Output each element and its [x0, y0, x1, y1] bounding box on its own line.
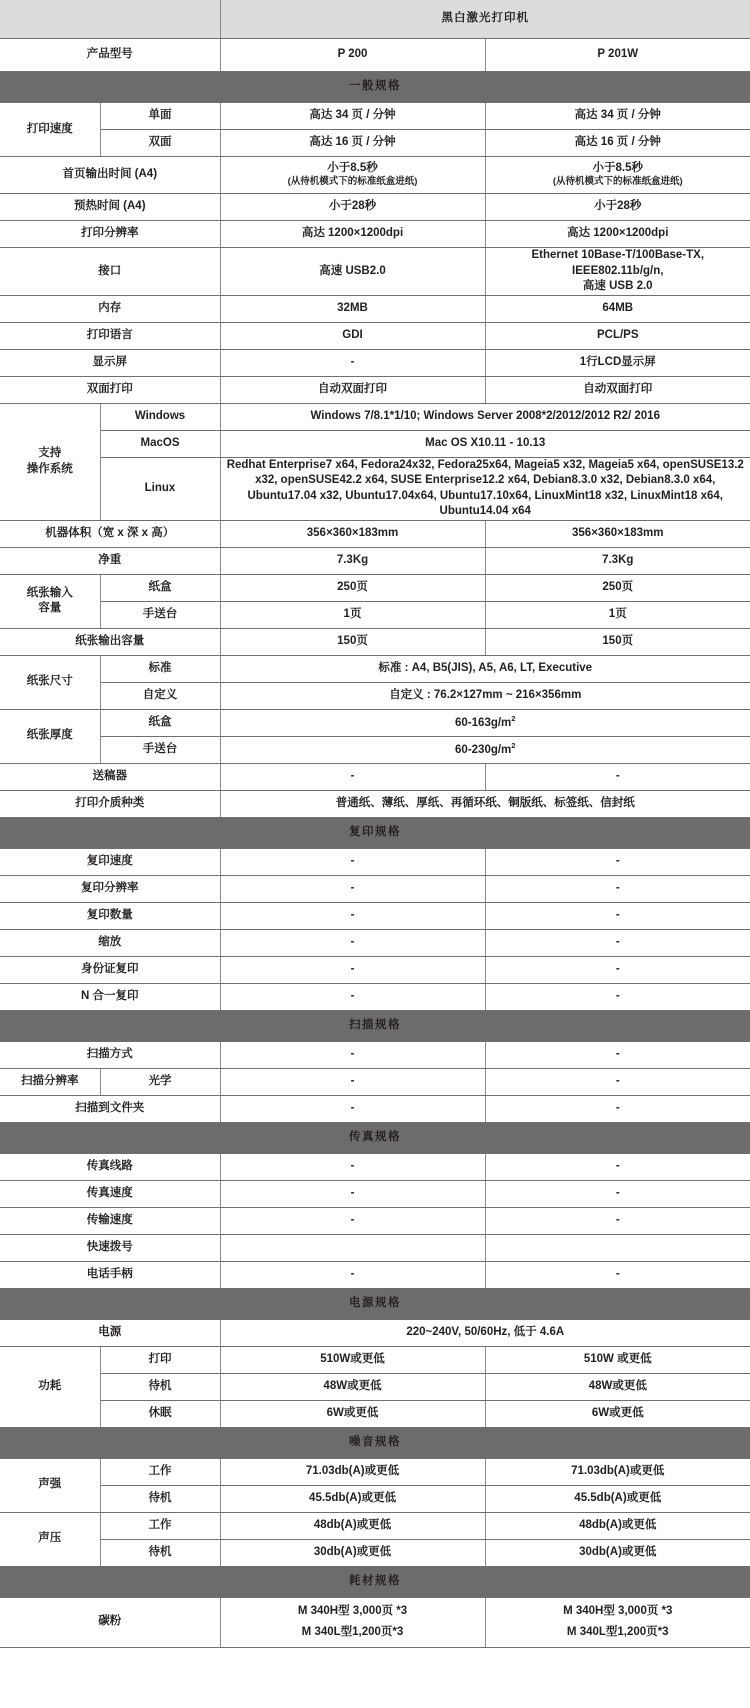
row-fax-speed-dial — [0, 1234, 750, 1261]
sub-duplex: 双面 — [100, 130, 220, 157]
row-os-windows — [0, 403, 750, 430]
row-pdl — [0, 322, 750, 349]
label-copy-resolution: 复印分辨率 — [0, 875, 220, 902]
sub-power-sleep: 休眠 — [100, 1400, 220, 1427]
value-paper-output-a: 150页 — [220, 628, 485, 655]
value-copy-speed-a: - — [220, 848, 485, 875]
row-noise-power-working — [0, 1458, 750, 1485]
value-paper-size-standard: 标准 : A4, B5(JIS), A5, A6, LT, Executive — [220, 655, 750, 682]
value-sound-pressure-standby-a: 30db(A)或更低 — [220, 1539, 485, 1566]
label-display: 显示屏 — [0, 349, 220, 376]
row-paper-input-tray — [0, 574, 750, 601]
label-fax-transfer: 传输速度 — [0, 1207, 220, 1234]
row-power-standby — [0, 1373, 750, 1400]
row-noise-power-standby — [0, 1485, 750, 1512]
value-fax-speed-a: - — [220, 1180, 485, 1207]
value-sound-power-working-b: 71.03db(A)或更低 — [485, 1458, 750, 1485]
label-copy-quantity: 复印数量 — [0, 902, 220, 929]
sub-paper-input-tray: 纸盒 — [100, 574, 220, 601]
value-paper-size-custom: 自定义 : 76.2×127mm ~ 216×356mm — [220, 682, 750, 709]
toner-a-line1: M 340H型 3,000页 *3 — [297, 1604, 408, 1617]
row-copy-resolution — [0, 875, 750, 902]
value-memory-b: 64MB — [485, 295, 750, 322]
sub-paper-size-standard: 标准 — [100, 655, 220, 682]
label-warmup: 预热时间 (A4) — [0, 194, 220, 221]
sub-paper-size-custom: 自定义 — [100, 682, 220, 709]
value-copy-speed-b: - — [485, 848, 750, 875]
toner-b-line2: M 340L型1,200页*3 — [566, 1626, 669, 1639]
value-pdl-a: GDI — [220, 322, 485, 349]
value-power-source: 220~240V, 50/60Hz, 低于 4.6A — [220, 1319, 750, 1346]
row-toner — [0, 1597, 750, 1647]
value-display-b: 1行LCD显示屏 — [485, 349, 750, 376]
label-sound-power: 声强 — [0, 1458, 100, 1512]
value-display-a: - — [220, 349, 485, 376]
sub-sound-power-standby: 待机 — [100, 1485, 220, 1512]
value-paper-weight-tray — [220, 709, 750, 736]
sub-os-linux: Linux — [100, 457, 220, 520]
sub-paper-input-manual: 手送台 — [100, 601, 220, 628]
value-copy-id-card-a: - — [220, 956, 485, 983]
sub-paper-weight-manual: 手送台 — [100, 736, 220, 763]
value-sound-pressure-standby-b: 30db(A)或更低 — [485, 1539, 750, 1566]
value-power-standby-a: 48W或更低 — [220, 1373, 485, 1400]
label-print-speed: 打印速度 — [0, 103, 100, 157]
row-copy-n-in-one — [0, 983, 750, 1010]
value-fax-handset-b: - — [485, 1261, 750, 1288]
row-adf — [0, 763, 750, 790]
section-consumable — [0, 1566, 750, 1597]
value-sound-power-standby-b: 45.5db(A)或更低 — [485, 1485, 750, 1512]
section-scan-title: 扫描规格 — [0, 1010, 750, 1041]
label-resolution: 打印分辨率 — [0, 221, 220, 248]
value-duplex-print-b: 自动双面打印 — [485, 376, 750, 403]
row-weight — [0, 547, 750, 574]
row-memory — [0, 295, 750, 322]
section-consumable-title: 耗材规格 — [0, 1566, 750, 1597]
row-print-speed-duplex — [0, 130, 750, 157]
value-weight-a: 7.3Kg — [220, 547, 485, 574]
value-sound-power-standby-a: 45.5db(A)或更低 — [220, 1485, 485, 1512]
row-paper-weight-manual — [0, 736, 750, 763]
value-warmup-b: 小于28秒 — [485, 194, 750, 221]
row-power-sleep — [0, 1400, 750, 1427]
value-simplex-a: 高达 34 页 / 分钟 — [220, 103, 485, 130]
label-sound-pressure: 声压 — [0, 1512, 100, 1566]
model-header-row — [0, 39, 750, 72]
label-copy-zoom: 缩放 — [0, 929, 220, 956]
value-copy-resolution-a: - — [220, 875, 485, 902]
row-power-source — [0, 1319, 750, 1346]
label-duplex-print: 双面打印 — [0, 376, 220, 403]
value-os-linux: Redhat Enterprise7 x64, Fedora24x32, Fedora25x64, Mageia5 x32, Mageia5 x64, openSUSE13.2 x32, openSUSE42.2 x64, SUSE Enterprise12.2 x64, Debian8.3.0 x32, Debian8.3.0 x64, Ubuntu17.04 x32, Ubuntu17.04x64, Ubuntu17.10x64, LinuxMint18 x32, LinuxMint18 x64, Ubuntu14.04 x64 — [220, 457, 750, 520]
row-dimensions — [0, 520, 750, 547]
label-adf: 送稿器 — [0, 763, 220, 790]
banner-blank-cell — [0, 0, 220, 39]
value-adf-b: - — [485, 763, 750, 790]
label-os-line1: 支持 — [38, 447, 62, 460]
value-simplex-b: 高达 34 页 / 分钟 — [485, 103, 750, 130]
value-paper-input-manual-b: 1页 — [485, 601, 750, 628]
label-fax-line: 传真线路 — [0, 1153, 220, 1180]
label-scan-resolution: 扫描分辨率 — [0, 1068, 100, 1095]
row-copy-quantity — [0, 902, 750, 929]
sub-simplex: 单面 — [100, 103, 220, 130]
value-fax-speed-dial-b — [485, 1234, 750, 1261]
paper-weight-tray-sup: 2 — [511, 713, 516, 723]
section-scan — [0, 1010, 750, 1041]
value-toner-a — [220, 1597, 485, 1647]
row-scan-method — [0, 1041, 750, 1068]
label-os-line2: 操作系统 — [26, 462, 73, 475]
value-scan-to-folder-a: - — [220, 1095, 485, 1122]
row-warmup — [0, 194, 750, 221]
value-power-print-a: 510W或更低 — [220, 1346, 485, 1373]
value-scan-method-b: - — [485, 1041, 750, 1068]
model-a-header: P 200 — [220, 39, 485, 72]
label-interface: 接口 — [0, 248, 220, 296]
section-noise — [0, 1427, 750, 1458]
section-general — [0, 72, 750, 103]
value-adf-a: - — [220, 763, 485, 790]
value-copy-resolution-b: - — [485, 875, 750, 902]
value-fax-speed-dial-a — [220, 1234, 485, 1261]
label-copy-speed: 复印速度 — [0, 848, 220, 875]
value-paper-output-b: 150页 — [485, 628, 750, 655]
label-os — [0, 403, 100, 520]
model-label: 产品型号 — [0, 39, 220, 72]
label-scan-to-folder: 扫描到文件夹 — [0, 1095, 220, 1122]
value-pdl-b: PCL/PS — [485, 322, 750, 349]
row-resolution — [0, 221, 750, 248]
value-copy-id-card-b: - — [485, 956, 750, 983]
value-copy-n-in-one-b: - — [485, 983, 750, 1010]
sub-sound-pressure-working: 工作 — [100, 1512, 220, 1539]
toner-a-line2: M 340L型1,200页*3 — [301, 1626, 404, 1639]
interface-b-line2: 高速 USB 2.0 — [582, 280, 653, 293]
interface-b-line1: Ethernet 10Base-T/100Base-TX, IEEE802.11b/g/n, — [531, 249, 705, 277]
value-sound-pressure-working-b: 48db(A)或更低 — [485, 1512, 750, 1539]
value-resolution-b: 高达 1200×1200dpi — [485, 221, 750, 248]
row-display — [0, 349, 750, 376]
value-warmup-a: 小于28秒 — [220, 194, 485, 221]
label-power-consumption: 功耗 — [0, 1346, 100, 1427]
section-fax — [0, 1122, 750, 1153]
fpot-a-main: 小于8.5秒 — [327, 161, 378, 174]
value-weight-b: 7.3Kg — [485, 547, 750, 574]
value-copy-quantity-b: - — [485, 902, 750, 929]
sub-paper-weight-tray: 纸盒 — [100, 709, 220, 736]
value-duplex-b: 高达 16 页 / 分钟 — [485, 130, 750, 157]
value-paper-input-tray-b: 250页 — [485, 574, 750, 601]
label-copy-n-in-one: N 合一复印 — [0, 983, 220, 1010]
row-copy-id-card — [0, 956, 750, 983]
label-media-type: 打印介质种类 — [0, 790, 220, 817]
row-paper-input-manual — [0, 601, 750, 628]
model-b-header: P 201W — [485, 39, 750, 72]
value-scan-resolution-b: - — [485, 1068, 750, 1095]
section-power-title: 电源规格 — [0, 1288, 750, 1319]
label-fax-speed-dial: 快速拨号 — [0, 1234, 220, 1261]
row-paper-output — [0, 628, 750, 655]
label-power-source: 电源 — [0, 1319, 220, 1346]
paper-weight-manual-text: 60-230g/m — [455, 743, 512, 756]
row-scan-resolution — [0, 1068, 750, 1095]
label-pdl: 打印语言 — [0, 322, 220, 349]
value-paper-weight-manual — [220, 736, 750, 763]
value-fax-line-a: - — [220, 1153, 485, 1180]
banner-title: 黑白激光打印机 — [220, 0, 750, 39]
sub-power-print: 打印 — [100, 1346, 220, 1373]
row-noise-pressure-working — [0, 1512, 750, 1539]
value-scan-to-folder-b: - — [485, 1095, 750, 1122]
value-power-standby-b: 48W或更低 — [485, 1373, 750, 1400]
row-paper-size-custom — [0, 682, 750, 709]
value-paper-input-manual-a: 1页 — [220, 601, 485, 628]
value-os-macos: Mac OS X10.11 - 10.13 — [220, 430, 750, 457]
value-fpot-b — [485, 157, 750, 194]
label-paper-size: 纸张尺寸 — [0, 655, 100, 709]
value-os-windows: Windows 7/8.1*1/10; Windows Server 2008*2/2012/2012 R2/ 2016 — [220, 403, 750, 430]
paper-weight-manual-sup: 2 — [511, 740, 516, 750]
label-toner: 碳粉 — [0, 1597, 220, 1647]
sub-os-windows: Windows — [100, 403, 220, 430]
label-dimensions: 机器体积（宽 x 深 x 高） — [0, 520, 220, 547]
label-paper-input-line1: 纸张输入 — [26, 586, 73, 599]
row-noise-pressure-standby — [0, 1539, 750, 1566]
fpot-b-note: (从待机模式下的标准纸盒进纸) — [552, 176, 683, 188]
label-paper-input — [0, 574, 100, 628]
label-scan-method: 扫描方式 — [0, 1041, 220, 1068]
row-copy-speed — [0, 848, 750, 875]
value-fax-speed-b: - — [485, 1180, 750, 1207]
section-copy-title: 复印规格 — [0, 817, 750, 848]
value-fax-transfer-b: - — [485, 1207, 750, 1234]
value-resolution-a: 高达 1200×1200dpi — [220, 221, 485, 248]
label-first-page-out: 首页输出时间 (A4) — [0, 157, 220, 194]
row-os-linux — [0, 457, 750, 520]
label-memory: 内存 — [0, 295, 220, 322]
label-fax-handset: 电话手柄 — [0, 1261, 220, 1288]
value-fax-handset-a: - — [220, 1261, 485, 1288]
value-sound-pressure-working-a: 48db(A)或更低 — [220, 1512, 485, 1539]
banner-row — [0, 0, 750, 39]
label-copy-id-card: 身份证复印 — [0, 956, 220, 983]
value-power-print-b: 510W 或更低 — [485, 1346, 750, 1373]
value-power-sleep-b: 6W或更低 — [485, 1400, 750, 1427]
value-copy-quantity-a: - — [220, 902, 485, 929]
value-toner-b — [485, 1597, 750, 1647]
row-interface — [0, 248, 750, 296]
section-general-title: 一般规格 — [0, 72, 750, 103]
label-paper-weight: 纸张厚度 — [0, 709, 100, 763]
value-memory-a: 32MB — [220, 295, 485, 322]
value-dimensions-b: 356×360×183mm — [485, 520, 750, 547]
value-fpot-a — [220, 157, 485, 194]
label-paper-input-line2: 容量 — [38, 602, 62, 615]
sub-sound-power-working: 工作 — [100, 1458, 220, 1485]
row-first-page-out — [0, 157, 750, 194]
row-paper-size-standard — [0, 655, 750, 682]
row-fax-handset — [0, 1261, 750, 1288]
value-fax-transfer-a: - — [220, 1207, 485, 1234]
row-copy-zoom — [0, 929, 750, 956]
value-power-sleep-a: 6W或更低 — [220, 1400, 485, 1427]
label-fax-speed: 传真速度 — [0, 1180, 220, 1207]
row-os-macos — [0, 430, 750, 457]
value-media-type: 普通纸、薄纸、厚纸、再循环纸、铜版纸、标签纸、信封纸 — [220, 790, 750, 817]
row-fax-speed — [0, 1180, 750, 1207]
value-copy-zoom-a: - — [220, 929, 485, 956]
value-duplex-print-a: 自动双面打印 — [220, 376, 485, 403]
row-power-print — [0, 1346, 750, 1373]
toner-b-line1: M 340H型 3,000页 *3 — [563, 1604, 673, 1617]
value-duplex-a: 高达 16 页 / 分钟 — [220, 130, 485, 157]
value-copy-n-in-one-a: - — [220, 983, 485, 1010]
value-copy-zoom-b: - — [485, 929, 750, 956]
row-print-speed-simplex — [0, 103, 750, 130]
fpot-a-note: (从待机模式下的标准纸盒进纸) — [287, 176, 418, 188]
fpot-b-main: 小于8.5秒 — [592, 161, 643, 174]
sub-power-standby: 待机 — [100, 1373, 220, 1400]
value-scan-method-a: - — [220, 1041, 485, 1068]
sub-scan-resolution-optical: 光学 — [100, 1068, 220, 1095]
sub-sound-pressure-standby: 待机 — [100, 1539, 220, 1566]
section-copy — [0, 817, 750, 848]
row-media-type — [0, 790, 750, 817]
value-sound-power-working-a: 71.03db(A)或更低 — [220, 1458, 485, 1485]
section-fax-title: 传真规格 — [0, 1122, 750, 1153]
label-weight: 净重 — [0, 547, 220, 574]
sub-os-macos: MacOS — [100, 430, 220, 457]
paper-weight-tray-text: 60-163g/m — [455, 716, 512, 729]
value-dimensions-a: 356×360×183mm — [220, 520, 485, 547]
row-fax-transfer — [0, 1207, 750, 1234]
value-paper-input-tray-a: 250页 — [220, 574, 485, 601]
value-interface-a: 高速 USB2.0 — [220, 248, 485, 296]
section-power — [0, 1288, 750, 1319]
row-duplex-print — [0, 376, 750, 403]
label-paper-output: 纸张输出容量 — [0, 628, 220, 655]
value-interface-b — [485, 248, 750, 296]
row-scan-to-folder — [0, 1095, 750, 1122]
value-scan-resolution-a: - — [220, 1068, 485, 1095]
row-fax-line — [0, 1153, 750, 1180]
row-paper-weight-tray — [0, 709, 750, 736]
section-noise-title: 噪音规格 — [0, 1427, 750, 1458]
value-fax-line-b: - — [485, 1153, 750, 1180]
